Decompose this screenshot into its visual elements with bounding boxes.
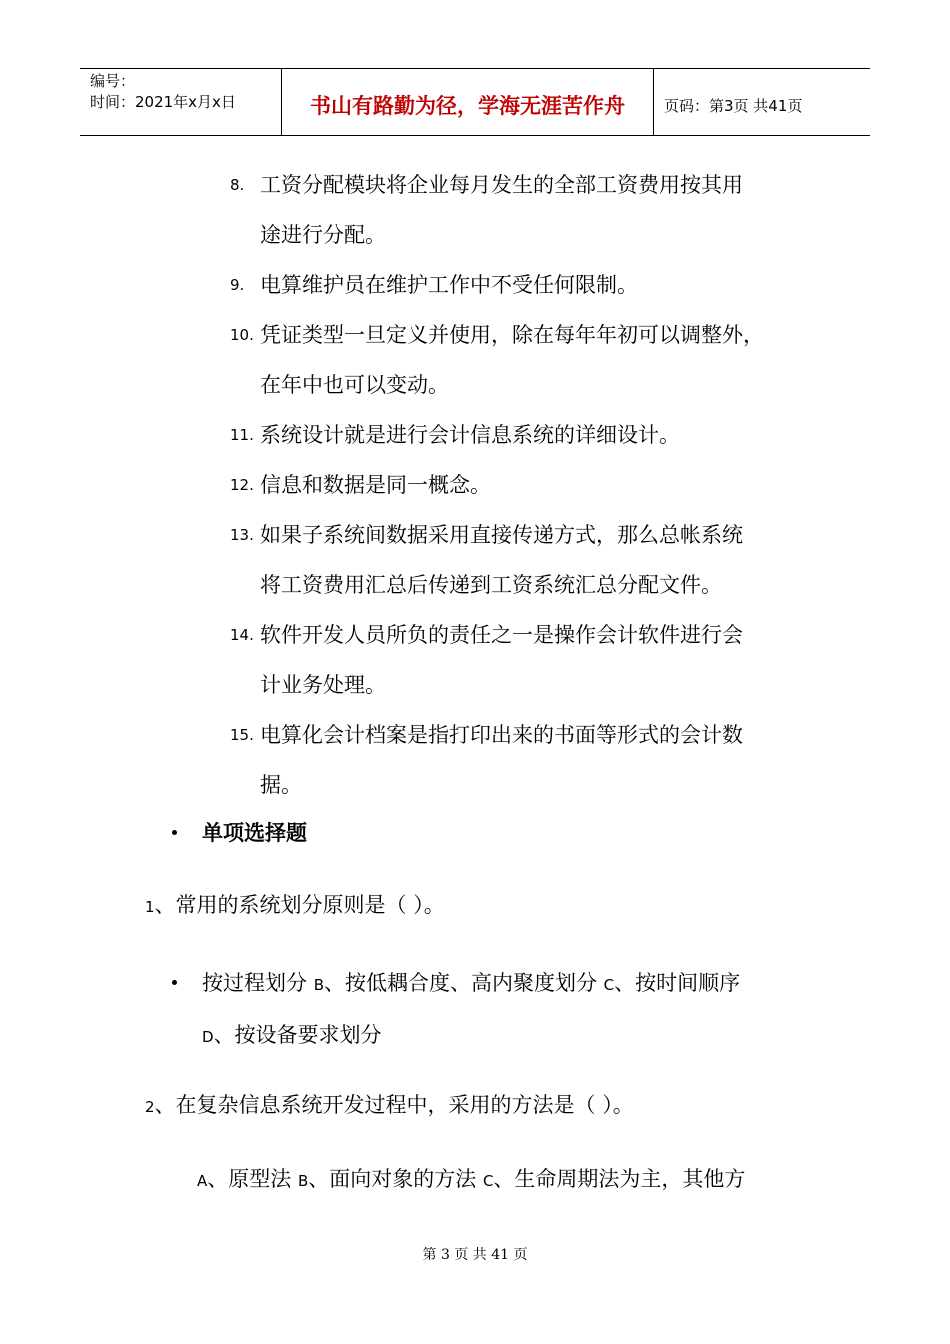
- item-text-line1: 电算化会计档案是指打印出来的书面等形式的会计数: [260, 723, 743, 747]
- item-text-line2: 据。: [260, 773, 302, 797]
- item-text-line1: 系统设计就是进行会计信息系统的详细设计。: [260, 423, 680, 447]
- header-number-label: 编号：: [90, 72, 136, 90]
- bullet-dot-icon: [172, 830, 177, 835]
- item-text-line2: 途进行分配。: [260, 223, 386, 247]
- question-1: [145, 880, 445, 932]
- item-text-line1: 工资分配模块将企业每月发生的全部工资费用按其用: [260, 173, 743, 197]
- list-item: [230, 410, 820, 460]
- option-a: 、原型法: [207, 1167, 298, 1191]
- list-item: [230, 510, 820, 610]
- option-c: 、生命周期法为主，其他方: [493, 1167, 746, 1191]
- item-text-line1: 凭证类型一旦定义并使用，除在每年年初可以调整外，: [260, 323, 764, 347]
- option-c-letter: C: [603, 976, 615, 994]
- item-text-line1: 如果子系统间数据采用直接传递方式，那么总帐系统: [260, 523, 743, 547]
- list-item: [230, 310, 820, 410]
- item-number: 13.: [230, 526, 254, 544]
- list-item: [230, 710, 820, 810]
- question-text: 、常用的系统划分原则是（ ）。: [154, 893, 445, 917]
- page-footer: 第 3 页 共 41 页: [422, 1247, 528, 1263]
- header-motto: 书山有路勤为径，学海无涯苦作舟: [282, 69, 654, 135]
- options-line1: [202, 958, 812, 1010]
- option-d-letter: D: [202, 1028, 214, 1046]
- section-heading: [172, 808, 307, 858]
- item-number: 11.: [230, 426, 254, 444]
- question-text: 、在复杂信息系统开发过程中，采用的方法是（ ）。: [154, 1093, 634, 1117]
- item-number: 14.: [230, 626, 254, 644]
- question-2-options: [197, 1154, 745, 1206]
- page-header: [80, 68, 870, 136]
- header-page-info: 页码：第3页 共41页: [664, 96, 803, 115]
- question-1-options: [172, 958, 812, 1062]
- item-text-line1: 信息和数据是同一概念。: [260, 473, 491, 497]
- item-number: 8.: [230, 176, 245, 194]
- option-b: 、按低耦合度、高内聚度划分: [323, 971, 604, 995]
- section-title: 单项选择题: [202, 821, 307, 845]
- option-c: 、按时间顺序: [614, 971, 741, 995]
- item-number: 15.: [230, 726, 254, 744]
- list-item: [230, 160, 820, 260]
- list-item: [230, 260, 820, 310]
- option-a-letter: A: [197, 1172, 208, 1190]
- item-text-line1: 软件开发人员所负的责任之一是操作会计软件进行会: [260, 623, 743, 647]
- list-item: [230, 610, 820, 710]
- options-line2: [202, 1010, 812, 1062]
- option-b: 、面向对象的方法: [308, 1167, 483, 1191]
- item-text-line2: 将工资费用汇总后传递到工资系统汇总分配文件。: [260, 573, 722, 597]
- item-text-line2: 在年中也可以变动。: [260, 373, 449, 397]
- list-item: [230, 460, 820, 510]
- item-number: 12.: [230, 476, 254, 494]
- item-text-line1: 电算维护员在维护工作中不受任何限制。: [260, 273, 638, 297]
- question-number: 1: [145, 898, 155, 916]
- option-b-letter: B: [313, 976, 324, 994]
- item-number: 10.: [230, 326, 254, 344]
- option-c-letter: C: [482, 1172, 494, 1190]
- bullet-dot-icon: [172, 980, 177, 985]
- option-d: 、按设备要求划分: [213, 1023, 382, 1047]
- item-text-line2: 计业务处理。: [260, 673, 386, 697]
- item-number: 9.: [230, 276, 245, 294]
- header-meta: [80, 69, 282, 135]
- question-number: 2: [145, 1098, 155, 1116]
- option-b-letter: B: [297, 1172, 309, 1190]
- header-time-label: 时间：2021年x月x日: [90, 93, 236, 111]
- question-2: [145, 1080, 634, 1132]
- option-a: 按过程划分: [202, 971, 314, 995]
